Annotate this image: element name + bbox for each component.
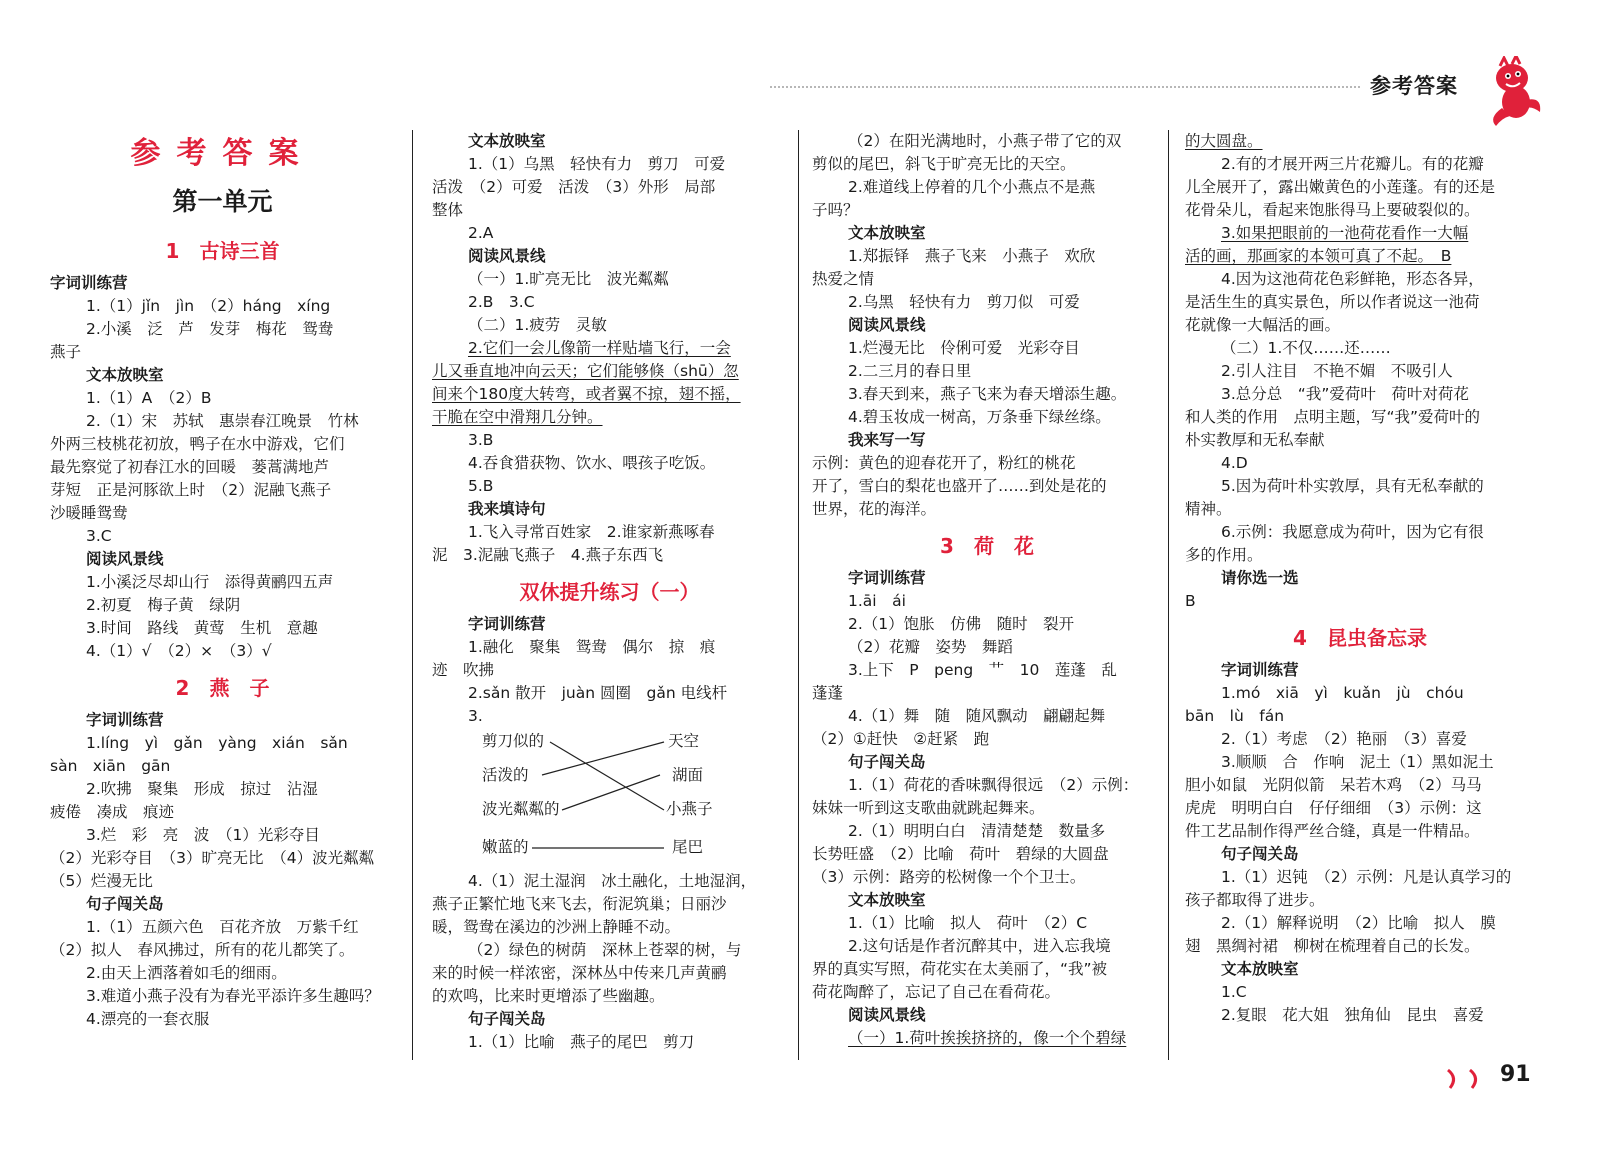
answer-line: 2.二三月的春日里 bbox=[848, 362, 972, 380]
answer-line: 2.（1）明明白白 清清楚楚 数量多 bbox=[848, 822, 1106, 840]
answer-line: 整体 bbox=[432, 201, 464, 219]
answer-line: 1.（1）jǐn jìn （2）háng xíng bbox=[86, 297, 331, 315]
main-title: 参考答案 bbox=[130, 136, 315, 171]
answer-line: 1.（1）五颜六色 百花齐放 万紫千红 bbox=[86, 918, 359, 936]
answer-lines bbox=[50, 709, 395, 1031]
answer-line: 3. bbox=[468, 707, 483, 725]
section-subheading: 请你选一选 bbox=[1221, 569, 1299, 587]
section-title-weekend-practice: 双休提升练习（一） bbox=[519, 580, 700, 604]
section-subheading: 阅读风景线 bbox=[848, 316, 926, 334]
column-divider bbox=[412, 130, 413, 1060]
section-subheading: 句子闯关岛 bbox=[86, 895, 164, 913]
answer-line: 2.（1）考虑 （2）艳丽 （3）喜爱 bbox=[1221, 730, 1467, 748]
answer-line: 孩子都取得了进步。 bbox=[1185, 891, 1325, 909]
answer-line: （2）拟人 春风拂过，所有的花儿都笑了。 bbox=[50, 941, 355, 959]
answer-line: 4.（1）舞 随 随风飘动 翩翩起舞 bbox=[848, 707, 1106, 725]
answer-line: 4.D bbox=[1221, 454, 1248, 472]
match-right-item: 尾巴 bbox=[672, 838, 704, 856]
answer-line: 的大圆盘。 bbox=[1185, 132, 1263, 150]
page-number-ornament-icon bbox=[1440, 1062, 1496, 1092]
answer-line: 1.（1）乌黑 轻快有力 剪刀 可爱 bbox=[468, 155, 726, 173]
answer-line: 1.（1）比喻 燕子的尾巴 剪刀 bbox=[468, 1033, 695, 1051]
answer-lines bbox=[432, 613, 787, 728]
section-title-insect-memo: 4 昆虫备忘录 bbox=[1293, 626, 1427, 650]
answer-line: 儿全展开了，露出嫩黄色的小莲蓬。有的还是 bbox=[1185, 178, 1496, 196]
match-right-item: 湖面 bbox=[672, 766, 704, 784]
matching-diagram bbox=[432, 730, 787, 868]
answer-line: 朴实教厚和无私奉献 bbox=[1185, 431, 1325, 449]
answer-line: 6.示例：我愿意成为荷叶，因为它有很 bbox=[1221, 523, 1484, 541]
answer-lines bbox=[1185, 130, 1535, 613]
answer-line: 1.líng yì gǎn yàng xián sǎn bbox=[86, 734, 348, 752]
answer-line: （2）花瓣 姿势 舞蹈 bbox=[848, 638, 1013, 656]
answer-line: 荷花陶醉了，忘记了自己在看荷花。 bbox=[812, 983, 1061, 1001]
answer-line: 3.上下 P peng 艹 10 莲蓬 乱 bbox=[848, 661, 1117, 679]
answer-line: 4.（1）泥土湿润 冰土融化，土地湿润， bbox=[468, 872, 757, 890]
answer-column-1 bbox=[50, 130, 395, 1031]
answer-line: 世界，花的海洋。 bbox=[812, 500, 937, 518]
answer-line: 4.因为这池荷花色彩鲜艳，形态各异， bbox=[1221, 270, 1484, 288]
match-left-item: 嫩蓝的 bbox=[482, 838, 529, 856]
answer-line: 3.春天到来，燕子飞来为春天增添生趣。 bbox=[848, 385, 1127, 403]
answer-line: 4.（1）√ （2）× （3）√ bbox=[86, 642, 272, 660]
answer-lines bbox=[1185, 659, 1535, 1027]
section-subheading: 字词训练营 bbox=[468, 615, 546, 633]
answer-line: 2.吹拂 聚集 形成 掠过 沾湿 bbox=[86, 780, 318, 798]
answer-line: （2）光彩夺目 （3）旷亮无比 （4）波光粼粼 bbox=[50, 849, 375, 867]
answer-line: 热爱之情 bbox=[812, 270, 875, 288]
answer-line: 迹 吹拂 bbox=[432, 661, 495, 679]
answer-line: 翅 黑绸衬裙 柳树在梳理着自己的长发。 bbox=[1185, 937, 1480, 955]
answer-line: 燕子正繁忙地飞来飞去，衔泥筑巢；日丽沙 bbox=[432, 895, 727, 913]
answer-line: 5.B bbox=[468, 477, 494, 495]
answer-line: 3.烂 彩 亮 波 （1）光彩夺目 bbox=[86, 826, 320, 844]
answer-line: 和人类的作用 点明主题，写“我”爱荷叶的 bbox=[1185, 408, 1481, 426]
answer-line: B bbox=[1185, 592, 1196, 610]
answer-line: （一）1.旷亮无比 波光粼粼 bbox=[468, 270, 669, 288]
answer-line: 1.融化 聚集 鸳鸯 偶尔 掠 痕 bbox=[468, 638, 716, 656]
answer-line: （2）在阳光满地时，小燕子带了它的双 bbox=[848, 132, 1122, 150]
answer-line: 2.由天上洒落着如毛的细雨。 bbox=[86, 964, 287, 982]
answer-lines bbox=[432, 870, 787, 1054]
answer-line: 燕子 bbox=[50, 343, 82, 361]
answer-line: 多的作用。 bbox=[1185, 546, 1263, 564]
answer-line: bān lù fán bbox=[1185, 707, 1285, 725]
answer-line: 芽短 正是河豚欲上时 （2）泥融飞燕子 bbox=[50, 481, 332, 499]
match-left-item: 波光粼粼的 bbox=[482, 800, 560, 818]
section-title-swallow: 2 燕 子 bbox=[175, 676, 270, 700]
section-subheading: 阅读风景线 bbox=[848, 1006, 926, 1024]
answer-line: 3.难道小燕子没有为春光平添许多生趣吗？ bbox=[86, 987, 380, 1005]
answer-line: 2.乌黑 轻快有力 剪刀似 可爱 bbox=[848, 293, 1080, 311]
answer-line: （二）1.疲劳 灵敏 bbox=[468, 316, 607, 334]
section-subheading: 字词训练营 bbox=[848, 569, 926, 587]
answer-line: 1.（1）A （2）B bbox=[86, 389, 212, 407]
answer-line: 妹妹一听到这支歌曲就跳起舞来。 bbox=[812, 799, 1045, 817]
answer-line: 2.它们一会儿像箭一样贴墙飞行，一会 bbox=[468, 339, 731, 357]
section-title-lotus: 3 荷 花 bbox=[940, 534, 1034, 558]
answer-line: 2.（1）饱胀 仿佛 随时 裂开 bbox=[848, 615, 1075, 633]
section-subheading: 文本放映室 bbox=[468, 132, 546, 150]
answer-line: 示例：黄色的迎春花开了，粉红的桃花 bbox=[812, 454, 1076, 472]
match-left-item: 剪刀似的 bbox=[482, 732, 545, 750]
answer-line: 泥 3.泥融飞燕子 4.燕子东西飞 bbox=[432, 546, 664, 564]
unit-title: 第一单元 bbox=[172, 187, 273, 216]
column-divider bbox=[798, 130, 799, 1060]
section-subheading: 文本放映室 bbox=[848, 891, 926, 909]
answer-line: 2.初夏 梅子黄 绿阴 bbox=[86, 596, 241, 614]
section-subheading: 句子闯关岛 bbox=[848, 753, 926, 771]
answer-line: 开了，雪白的梨花也盛开了……到处是花的 bbox=[812, 477, 1107, 495]
answer-line: 活泼 （2）可爱 活泼 （3）外形 局部 bbox=[432, 178, 716, 196]
answer-line: 2.（1）宋 苏轼 惠崇春江晚景 竹林 bbox=[86, 412, 359, 430]
answer-lines bbox=[432, 130, 787, 567]
answer-line: 2.复眼 花大姐 独角仙 昆虫 喜爱 bbox=[1221, 1006, 1484, 1024]
answer-line: （二）1.不仅……还…… bbox=[1221, 339, 1391, 357]
answer-line: 界的真实写照，荷花实在太美丽了，“我”被 bbox=[812, 960, 1108, 978]
answer-line: 花就像一大幅活的画。 bbox=[1185, 316, 1341, 334]
match-left-item: 活泼的 bbox=[482, 766, 529, 784]
answer-line: 1.小溪泛尽却山行 添得黄鹂四五声 bbox=[86, 573, 334, 591]
match-right-item: 小燕子 bbox=[666, 800, 713, 818]
answer-line: 暖，鸳鸯在溪边的沙洲上静睡不动。 bbox=[432, 918, 681, 936]
answer-line: （3）示例：路旁的松树像一个个卫士。 bbox=[812, 868, 1086, 886]
section-subheading: 字词训练营 bbox=[50, 274, 128, 292]
answer-line: 长势旺盛 （2）比喻 荷叶 碧绿的大圆盘 bbox=[812, 845, 1109, 863]
answer-line: 1.C bbox=[1221, 983, 1247, 1001]
section-subheading: 文本放映室 bbox=[86, 366, 164, 384]
answer-lines bbox=[50, 272, 395, 663]
answer-line: （2）绿色的树荫 深林上苍翠的树，与 bbox=[468, 941, 742, 959]
answer-lines bbox=[812, 567, 1162, 1050]
section-subheading: 句子闯关岛 bbox=[1221, 845, 1299, 863]
section-subheading: 文本放映室 bbox=[848, 224, 926, 242]
answer-line: 3.C bbox=[86, 527, 112, 545]
answer-line: 1.mó xiā yì kuǎn jù chóu bbox=[1221, 684, 1464, 702]
answer-line: 最先察觉了初春江水的回暖 蒌蒿满地芦 bbox=[50, 458, 330, 476]
answer-line: 1.（1）荷花的香味飘得很远 （2）示例： bbox=[848, 776, 1139, 794]
answer-line: 2.有的才展开两三片花瓣儿。有的花瓣 bbox=[1221, 155, 1484, 173]
answer-column-4 bbox=[1185, 130, 1535, 1027]
answer-line: 疲倦 凑成 痕迹 bbox=[50, 803, 175, 821]
section-subheading: 字词训练营 bbox=[86, 711, 164, 729]
answer-line: 2.难道线上停着的几个小燕点不是燕 bbox=[848, 178, 1096, 196]
answer-line: 3.总分总 “我”爱荷叶 荷叶对荷花 bbox=[1221, 385, 1469, 403]
answer-line: 1.飞入寻常百姓家 2.谁家新燕啄春 bbox=[468, 523, 715, 541]
answer-line: 胆小如鼠 光阴似箭 呆若木鸡 （2）马马 bbox=[1185, 776, 1482, 794]
answer-line: （2）①赶快 ②赶紧 跑 bbox=[812, 730, 990, 748]
answer-line: 1.āi ái bbox=[848, 592, 906, 610]
answer-line: 是活生生的真实景色，所以作者说这一池荷 bbox=[1185, 293, 1480, 311]
answer-line: 外两三枝桃花初放，鸭子在水中游戏，它们 bbox=[50, 435, 345, 453]
column-divider bbox=[1168, 130, 1169, 1060]
section-subheading: 文本放映室 bbox=[1221, 960, 1299, 978]
answer-line: 蓬蓬 bbox=[812, 684, 844, 702]
answer-line: 1.（1）迟钝 （2）示例：凡是认真学习的 bbox=[1221, 868, 1512, 886]
answer-line: 3.时间 路线 黄莺 生机 意趣 bbox=[86, 619, 318, 637]
section-title-ancient-poems: 1 古诗三首 bbox=[165, 239, 280, 263]
section-subheading: 阅读风景线 bbox=[86, 550, 164, 568]
answer-line: 2.sǎn 散开 juàn 圆圈 gǎn 电线杆 bbox=[468, 684, 728, 702]
answer-line: 1.（1）比喻 拟人 荷叶 （2）C bbox=[848, 914, 1088, 932]
answer-column-2 bbox=[432, 130, 787, 1054]
answer-line: 3.B bbox=[468, 431, 494, 449]
answer-line: 2.这句话是作者沉醉其中，进入忘我境 bbox=[848, 937, 1111, 955]
answer-line: 儿又垂直地冲向云天；它们能够倏（shū）忽 bbox=[432, 362, 739, 380]
answer-line: 2.（1）解释说明 （2）比喻 拟人 膜 bbox=[1221, 914, 1496, 932]
header-title: 参考答案 bbox=[1370, 74, 1458, 98]
answer-line: 1.烂漫无比 伶俐可爱 光彩夺目 bbox=[848, 339, 1080, 357]
answer-line: 5.因为荷叶朴实敦厚，具有无私奉献的 bbox=[1221, 477, 1484, 495]
answer-line: 4.漂亮的一套衣服 bbox=[86, 1010, 210, 1028]
answer-line: 精神。 bbox=[1185, 500, 1232, 518]
answer-line: 2.B 3.C bbox=[468, 293, 535, 311]
answer-line: 2.小溪 泛 芦 发芽 梅花 鸳鸯 bbox=[86, 320, 334, 338]
header-dotted-rule bbox=[770, 86, 1360, 88]
answer-line: 子吗？ bbox=[812, 201, 859, 219]
answer-line: （5）烂漫无比 bbox=[50, 872, 153, 890]
answer-line: 1.郑振铎 燕子飞来 小燕子 欢欣 bbox=[848, 247, 1096, 265]
answer-line: 的欢鸣，比来时更增添了些幽趣。 bbox=[432, 987, 665, 1005]
answer-line: 沙暖睡鸳鸯 bbox=[50, 504, 128, 522]
page-number: 91 bbox=[1500, 1062, 1531, 1087]
answer-line: 2.引人注目 不艳不媚 不吸引人 bbox=[1221, 362, 1453, 380]
answer-line: sàn xiān gān bbox=[50, 757, 171, 775]
answer-line: 4.吞食猎获物、饮水、喂孩子吃饭。 bbox=[468, 454, 716, 472]
answer-line: 来的时候一样浓密，深林丛中传来几声黄鹂 bbox=[432, 964, 727, 982]
answer-column-3 bbox=[812, 130, 1162, 1050]
answer-line: （一）1.荷叶挨挨挤挤的，像一个个碧绿 bbox=[848, 1029, 1127, 1047]
answer-line: 件工艺品制作得严丝合缝，真是一件精品。 bbox=[1185, 822, 1480, 840]
answer-line: 3.顺顺 合 作响 泥土（1）黑如泥土 bbox=[1221, 753, 1494, 771]
answer-line: 活的画，那画家的本领可真了不起。 B bbox=[1185, 247, 1452, 265]
answer-line: 干脆在空中滑翔几分钟。 bbox=[432, 408, 603, 426]
answer-lines bbox=[812, 130, 1162, 521]
answer-line: 剪似的尾巴，斜飞于旷亮无比的天空。 bbox=[812, 155, 1076, 173]
section-subheading: 阅读风景线 bbox=[468, 247, 546, 265]
answer-line: 4.碧玉妆成一树高，万条垂下绿丝绦。 bbox=[848, 408, 1111, 426]
match-right-item: 天空 bbox=[668, 732, 700, 750]
section-subheading: 字词训练营 bbox=[1221, 661, 1299, 679]
section-subheading: 句子闯关岛 bbox=[468, 1010, 546, 1028]
answer-line: 虎虎 明明白白 仔仔细细 （3）示例：这 bbox=[1185, 799, 1482, 817]
section-subheading: 我来填诗句 bbox=[468, 500, 546, 518]
answer-line: 2.A bbox=[468, 224, 494, 242]
page-header bbox=[770, 68, 1600, 118]
answer-line: 3.如果把眼前的一池荷花看作一大幅 bbox=[1221, 224, 1469, 242]
mascot-icon bbox=[1482, 56, 1546, 128]
answer-line: 间来个180度大转弯，或者翼不掠，翅不摇， bbox=[432, 385, 741, 403]
section-subheading: 我来写一写 bbox=[848, 431, 926, 449]
answer-line: 花骨朵儿，看起来饱胀得马上要破裂似的。 bbox=[1185, 201, 1480, 219]
